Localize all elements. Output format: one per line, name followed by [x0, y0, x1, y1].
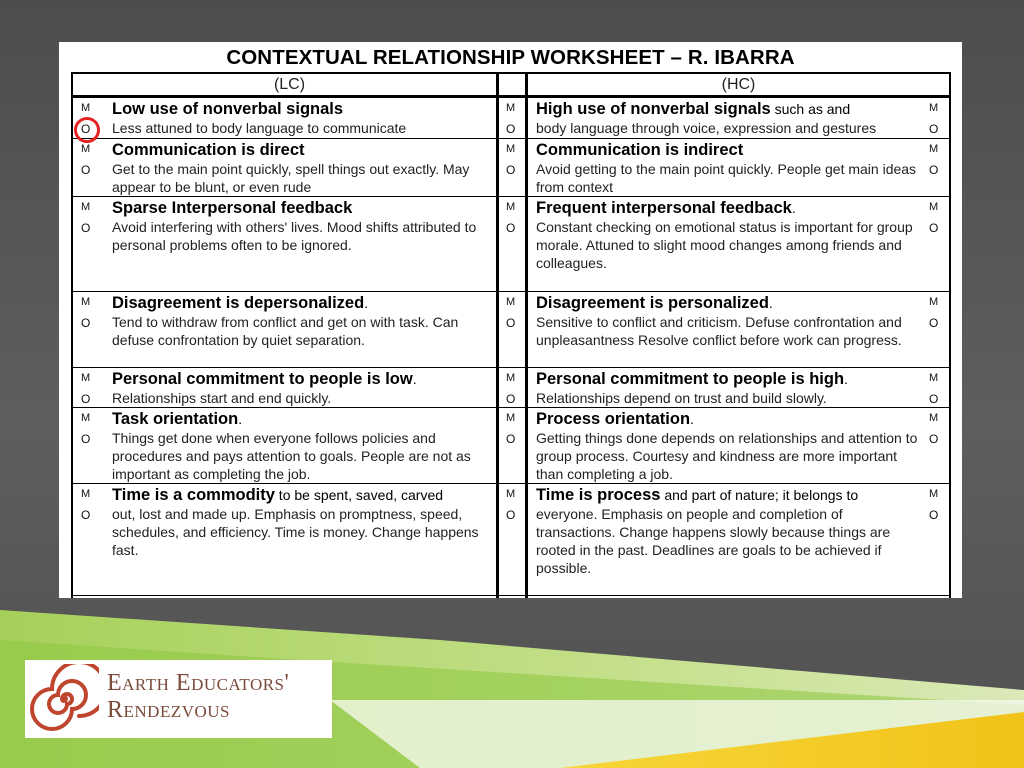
hc-heading: Process orientation: [536, 410, 691, 428]
right-m-marker: M: [929, 488, 939, 500]
lc-o-marker: O: [81, 432, 91, 446]
logo-line-2: Rendezvous: [107, 697, 230, 723]
lc-heading-tail: to be spent, saved, carved: [274, 487, 444, 503]
table-header-row: [71, 74, 951, 97]
hc-m-marker: M: [506, 102, 516, 114]
table-row: [71, 97, 951, 137]
hc-cell: [536, 484, 921, 577]
right-o-marker: O: [929, 122, 939, 136]
lc-heading: Disagreement is depersonalized: [112, 294, 365, 312]
right-m-marker: M: [929, 372, 939, 384]
lc-heading-tail: .: [238, 411, 243, 427]
table-row: [71, 291, 951, 367]
lc-cell: [112, 484, 497, 559]
lc-o-marker: O: [81, 163, 91, 177]
lc-text: Relationships start and end quickly.: [112, 390, 332, 406]
hc-cell: [536, 292, 921, 349]
right-o-marker: O: [929, 392, 939, 406]
lc-heading: Sparse Interpersonal feedback: [112, 199, 353, 217]
right-o-marker: O: [929, 316, 939, 330]
hc-m-marker: M: [506, 143, 516, 155]
lc-text: Get to the main point quickly, spell things out exactly. May appear to be blunt, or even rude: [112, 161, 470, 195]
hc-heading: High use of nonverbal signals: [536, 100, 771, 118]
hc-m-marker: M: [506, 488, 516, 500]
logo: [25, 660, 332, 738]
logo-wordmark: [107, 670, 289, 724]
hc-o-marker: O: [506, 122, 516, 136]
hc-cell: [536, 197, 921, 272]
table-row-cut-off: [71, 595, 951, 598]
hc-heading: Personal commitment to people is high: [536, 370, 845, 388]
lc-text: out, lost and made up. Emphasis on promptness, speed, schedules, and efficiency. Time is money. Change happens fast.: [112, 506, 479, 558]
table-row: [71, 367, 951, 407]
lc-m-marker: M: [81, 296, 91, 308]
lc-m-marker: M: [81, 412, 91, 424]
hc-text: Sensitive to conflict and criticism. Defuse confrontation and unpleasantness Resolve conflict before work can progress.: [536, 314, 902, 348]
right-o-marker: O: [929, 163, 939, 177]
lc-text: Less attuned to body language to communicate: [112, 120, 407, 136]
hc-heading-tail: .: [791, 200, 796, 216]
lc-column-header: (LC): [273, 76, 306, 93]
hc-o-marker: O: [506, 432, 516, 446]
lc-o-marker: O: [81, 316, 91, 330]
right-m-marker: M: [929, 102, 939, 114]
hc-heading-tail: .: [768, 295, 773, 311]
table-row: [71, 138, 951, 196]
hc-text: Getting things done depends on relationships and attention to group process. Courtesy and kindness are more important than completing a job.: [536, 430, 918, 482]
lc-o-marker: O: [81, 122, 91, 136]
hc-text: Avoid getting to the main point quickly. People get main ideas from context: [536, 161, 917, 195]
spiral-logo-icon: [29, 664, 99, 734]
hc-heading: Disagreement is personalized: [536, 294, 769, 312]
highlight-circle: [74, 117, 100, 143]
right-o-marker: O: [929, 508, 939, 522]
hc-o-marker: O: [506, 163, 516, 177]
lc-m-marker: M: [81, 102, 91, 114]
lc-text: Things get done when everyone follows policies and procedures and pays attention to goals. People are not as important as completing the job.: [112, 430, 471, 482]
table-row: [71, 196, 951, 291]
lc-o-marker: O: [81, 392, 91, 406]
right-m-marker: M: [929, 201, 939, 213]
lc-heading: Communication is direct: [112, 141, 305, 159]
hc-heading: Time is process: [536, 486, 661, 504]
hc-text: body language through voice, expression and gestures: [536, 120, 877, 136]
hc-m-marker: M: [506, 201, 516, 213]
hc-heading-tail: .: [844, 371, 848, 387]
lc-o-marker: O: [81, 508, 91, 522]
hc-text: Relationships depend on trust and build slowly.: [536, 390, 827, 406]
lc-m-marker: M: [81, 488, 91, 500]
lc-m-marker: M: [81, 143, 91, 155]
lc-m-marker: M: [81, 372, 91, 384]
hc-heading-tail: and part of nature; it belongs to: [660, 487, 859, 503]
table-row: [71, 407, 951, 483]
hc-cell: [536, 139, 921, 196]
worksheet-title: CONTEXTUAL RELATIONSHIP WORKSHEET – R. IBARRA: [226, 46, 795, 69]
hc-o-marker: O: [506, 508, 516, 522]
hc-o-marker: O: [506, 392, 516, 406]
lc-cell: [112, 197, 497, 254]
lc-heading: Time is a commodity: [112, 486, 275, 504]
lc-text: Avoid interfering with others' lives. Mood shifts attributed to personal problems often to be ignored.: [112, 219, 477, 253]
hc-m-marker: M: [506, 412, 516, 424]
worksheet-image: [59, 42, 962, 598]
table-row: [71, 483, 951, 595]
lc-cell: [112, 292, 497, 349]
right-m-marker: M: [929, 412, 939, 424]
lc-text: Tend to withdraw from conflict and get on with task. Can defuse confrontation by quiet separation.: [112, 314, 459, 348]
hc-column-header: (HC): [721, 76, 756, 93]
right-m-marker: M: [929, 296, 939, 308]
hc-text: Constant checking on emotional status is important for group morale. Attuned to slight mood changes among friends and colleagues.: [536, 219, 913, 271]
hc-text: everyone. Emphasis on people and completion of transactions. Change happens slowly because things are rooted in the past. Deadlines are goals to be achieved if possible.: [536, 506, 891, 576]
lc-heading: Task orientation: [112, 410, 239, 428]
hc-cell: [536, 98, 921, 137]
hc-heading: Frequent interpersonal feedback: [536, 199, 792, 217]
lc-cell: [112, 98, 497, 137]
right-o-marker: O: [929, 221, 939, 235]
right-m-marker: M: [929, 143, 939, 155]
hc-heading-tail: such as and: [770, 101, 851, 117]
hc-heading-tail: .: [690, 411, 694, 427]
lc-heading-tail: .: [364, 295, 369, 311]
hc-m-marker: M: [506, 296, 516, 308]
lc-heading-tail: .: [412, 371, 417, 387]
logo-line-1: Earth Educators': [107, 670, 290, 696]
right-o-marker: O: [929, 432, 939, 446]
hc-o-marker: O: [506, 221, 516, 235]
hc-m-marker: M: [506, 372, 516, 384]
lc-cell: [112, 368, 497, 407]
lc-heading: Personal commitment to people is low: [112, 370, 413, 388]
hc-o-marker: O: [506, 316, 516, 330]
lc-o-marker: O: [81, 221, 91, 235]
lc-m-marker: M: [81, 201, 91, 213]
lc-cell: [112, 139, 497, 196]
hc-cell: [536, 408, 921, 483]
lc-heading: Low use of nonverbal signals: [112, 100, 344, 118]
lc-cell: [112, 408, 497, 483]
hc-heading: Communication is indirect: [536, 141, 744, 159]
hc-cell: [536, 368, 921, 407]
